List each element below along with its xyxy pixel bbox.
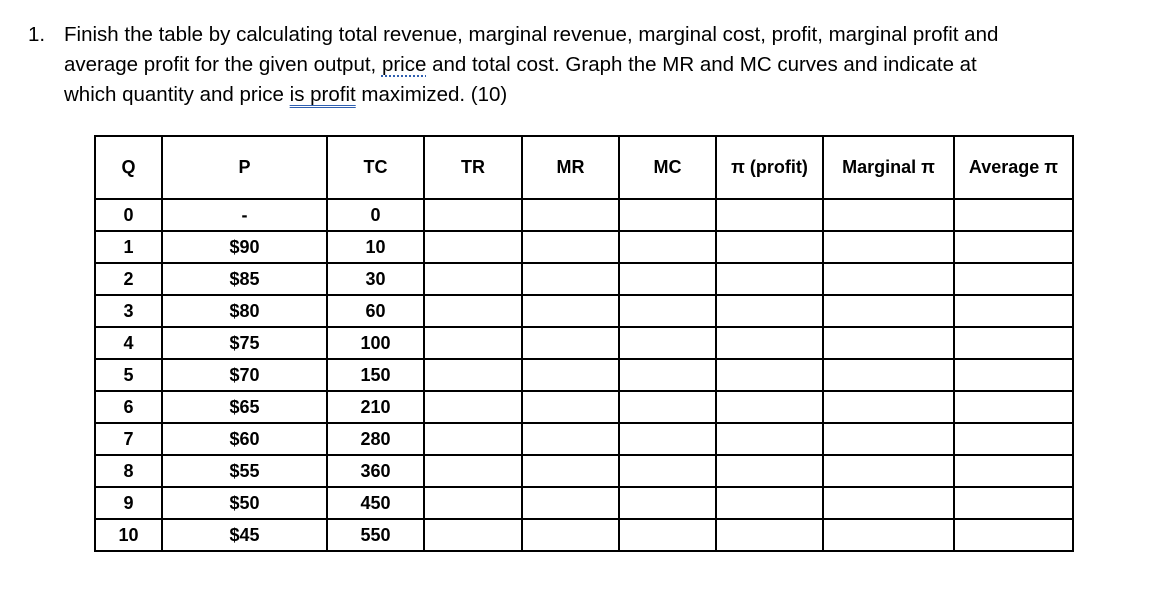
cell-tc: 10 xyxy=(327,231,424,263)
cell-mr-blank[interactable] xyxy=(522,487,619,519)
cell-tc: 100 xyxy=(327,327,424,359)
table-row xyxy=(95,455,1073,487)
cell-p: $50 xyxy=(162,487,327,519)
cell-marginal-profit-blank[interactable] xyxy=(823,327,954,359)
cell-tr-blank[interactable] xyxy=(424,327,522,359)
cell-average-profit-blank[interactable] xyxy=(954,231,1073,263)
cell-marginal-profit-blank[interactable] xyxy=(823,295,954,327)
cell-profit-blank[interactable] xyxy=(716,519,823,551)
cell-tc: 30 xyxy=(327,263,424,295)
cell-tc: 450 xyxy=(327,487,424,519)
double-underlined-phrase: is profit xyxy=(289,83,356,106)
cell-tc: 550 xyxy=(327,519,424,551)
cell-q: 9 xyxy=(95,487,162,519)
cell-tc: 360 xyxy=(327,455,424,487)
cell-profit-blank[interactable] xyxy=(716,295,823,327)
cell-mc-blank[interactable] xyxy=(619,359,716,391)
question-line-1: Finish the table by calculating total revenue, marginal revenue, marginal cost, profit, marginal profit and xyxy=(64,23,999,46)
cell-mc-blank[interactable] xyxy=(619,199,716,231)
cell-p: $80 xyxy=(162,295,327,327)
cell-mr-blank[interactable] xyxy=(522,455,619,487)
cell-mr-blank[interactable] xyxy=(522,359,619,391)
cell-q: 3 xyxy=(95,295,162,327)
cell-average-profit-blank[interactable] xyxy=(954,455,1073,487)
cell-mr-blank[interactable] xyxy=(522,231,619,263)
cell-mr-blank[interactable] xyxy=(522,391,619,423)
table-row xyxy=(95,231,1073,263)
cell-marginal-profit-blank[interactable] xyxy=(823,423,954,455)
cell-tr-blank[interactable] xyxy=(424,263,522,295)
cell-average-profit-blank[interactable] xyxy=(954,423,1073,455)
table-row xyxy=(95,295,1073,327)
table-row xyxy=(95,327,1073,359)
header-marginal-profit: Marginal π xyxy=(823,136,954,199)
header-profit: π (profit) xyxy=(716,136,823,199)
cell-mr-blank[interactable] xyxy=(522,199,619,231)
cell-profit-blank[interactable] xyxy=(716,455,823,487)
cell-p: $75 xyxy=(162,327,327,359)
cell-marginal-profit-blank[interactable] xyxy=(823,391,954,423)
cell-tr-blank[interactable] xyxy=(424,359,522,391)
cell-mc-blank[interactable] xyxy=(619,231,716,263)
cell-mr-blank[interactable] xyxy=(522,423,619,455)
cell-profit-blank[interactable] xyxy=(716,199,823,231)
cell-marginal-profit-blank[interactable] xyxy=(823,359,954,391)
question-line-3 xyxy=(64,80,1138,110)
cell-marginal-profit-blank[interactable] xyxy=(823,455,954,487)
cell-mc-blank[interactable] xyxy=(619,263,716,295)
cell-tc: 280 xyxy=(327,423,424,455)
header-p: P xyxy=(162,136,327,199)
cell-average-profit-blank[interactable] xyxy=(954,295,1073,327)
table-row xyxy=(95,423,1073,455)
cell-q: 1 xyxy=(95,231,162,263)
cell-mc-blank[interactable] xyxy=(619,295,716,327)
dotted-underlined-word: price xyxy=(381,53,427,76)
table-row xyxy=(95,359,1073,391)
table-row xyxy=(95,487,1073,519)
cell-tr-blank[interactable] xyxy=(424,519,522,551)
cell-average-profit-blank[interactable] xyxy=(954,391,1073,423)
profit-table xyxy=(94,135,1074,552)
question-number: 1. xyxy=(28,23,46,46)
cell-tr-blank[interactable] xyxy=(424,295,522,327)
cell-p: $65 xyxy=(162,391,327,423)
question-line-2-start: average profit for the given output, xyxy=(64,53,382,76)
cell-profit-blank[interactable] xyxy=(716,359,823,391)
header-q: Q xyxy=(95,136,162,199)
header-tr: TR xyxy=(424,136,522,199)
cell-tc: 60 xyxy=(327,295,424,327)
cell-marginal-profit-blank[interactable] xyxy=(823,263,954,295)
cell-tr-blank[interactable] xyxy=(424,391,522,423)
cell-tr-blank[interactable] xyxy=(424,199,522,231)
cell-tr-blank[interactable] xyxy=(424,455,522,487)
cell-p: - xyxy=(162,199,327,231)
question-block xyxy=(28,20,1138,110)
cell-mr-blank[interactable] xyxy=(522,327,619,359)
cell-p: $70 xyxy=(162,359,327,391)
header-tc: TC xyxy=(327,136,424,199)
cell-tc: 150 xyxy=(327,359,424,391)
cell-q: 0 xyxy=(95,199,162,231)
cell-profit-blank[interactable] xyxy=(716,391,823,423)
cell-average-profit-blank[interactable] xyxy=(954,359,1073,391)
table-header-row xyxy=(95,136,1073,199)
cell-marginal-profit-blank[interactable] xyxy=(823,487,954,519)
cell-q: 2 xyxy=(95,263,162,295)
cell-p: $85 xyxy=(162,263,327,295)
header-average-profit: Average π xyxy=(954,136,1073,199)
cell-marginal-profit-blank[interactable] xyxy=(823,199,954,231)
question-text xyxy=(64,20,1138,110)
cell-mc-blank[interactable] xyxy=(619,455,716,487)
cell-average-profit-blank[interactable] xyxy=(954,487,1073,519)
cell-marginal-profit-blank[interactable] xyxy=(823,231,954,263)
cell-tr-blank[interactable] xyxy=(424,487,522,519)
cell-average-profit-blank[interactable] xyxy=(954,327,1073,359)
question-line-2-end: and total cost. Graph the MR and MC curves and indicate at xyxy=(426,53,977,76)
cell-profit-blank[interactable] xyxy=(716,423,823,455)
cell-average-profit-blank[interactable] xyxy=(954,519,1073,551)
cell-p: $90 xyxy=(162,231,327,263)
question-line-3-start: which quantity and price xyxy=(64,83,290,106)
table-row xyxy=(95,199,1073,231)
cell-average-profit-blank[interactable] xyxy=(954,199,1073,231)
cell-marginal-profit-blank[interactable] xyxy=(823,519,954,551)
cell-mc-blank[interactable] xyxy=(619,423,716,455)
cell-q: 5 xyxy=(95,359,162,391)
cell-tr-blank[interactable] xyxy=(424,423,522,455)
cell-p: $55 xyxy=(162,455,327,487)
cell-mc-blank[interactable] xyxy=(619,327,716,359)
header-mc: MC xyxy=(619,136,716,199)
question-line-3-end: maximized. (10) xyxy=(355,83,508,106)
cell-mr-blank[interactable] xyxy=(522,263,619,295)
cell-profit-blank[interactable] xyxy=(716,231,823,263)
table-row xyxy=(95,263,1073,295)
cell-q: 10 xyxy=(95,519,162,551)
cell-mc-blank[interactable] xyxy=(619,519,716,551)
cell-profit-blank[interactable] xyxy=(716,487,823,519)
header-mr: MR xyxy=(522,136,619,199)
cell-tc: 210 xyxy=(327,391,424,423)
cell-profit-blank[interactable] xyxy=(716,263,823,295)
cell-tc: 0 xyxy=(327,199,424,231)
cell-mr-blank[interactable] xyxy=(522,295,619,327)
cell-mc-blank[interactable] xyxy=(619,487,716,519)
cell-q: 7 xyxy=(95,423,162,455)
cell-mr-blank[interactable] xyxy=(522,519,619,551)
table-row xyxy=(95,391,1073,423)
cell-tr-blank[interactable] xyxy=(424,231,522,263)
cell-q: 6 xyxy=(95,391,162,423)
cell-profit-blank[interactable] xyxy=(716,327,823,359)
cell-average-profit-blank[interactable] xyxy=(954,263,1073,295)
cell-p: $60 xyxy=(162,423,327,455)
cell-p: $45 xyxy=(162,519,327,551)
question-line-2 xyxy=(64,50,1138,80)
cell-q: 8 xyxy=(95,455,162,487)
table-row xyxy=(95,519,1073,551)
cell-mc-blank[interactable] xyxy=(619,391,716,423)
cell-q: 4 xyxy=(95,327,162,359)
